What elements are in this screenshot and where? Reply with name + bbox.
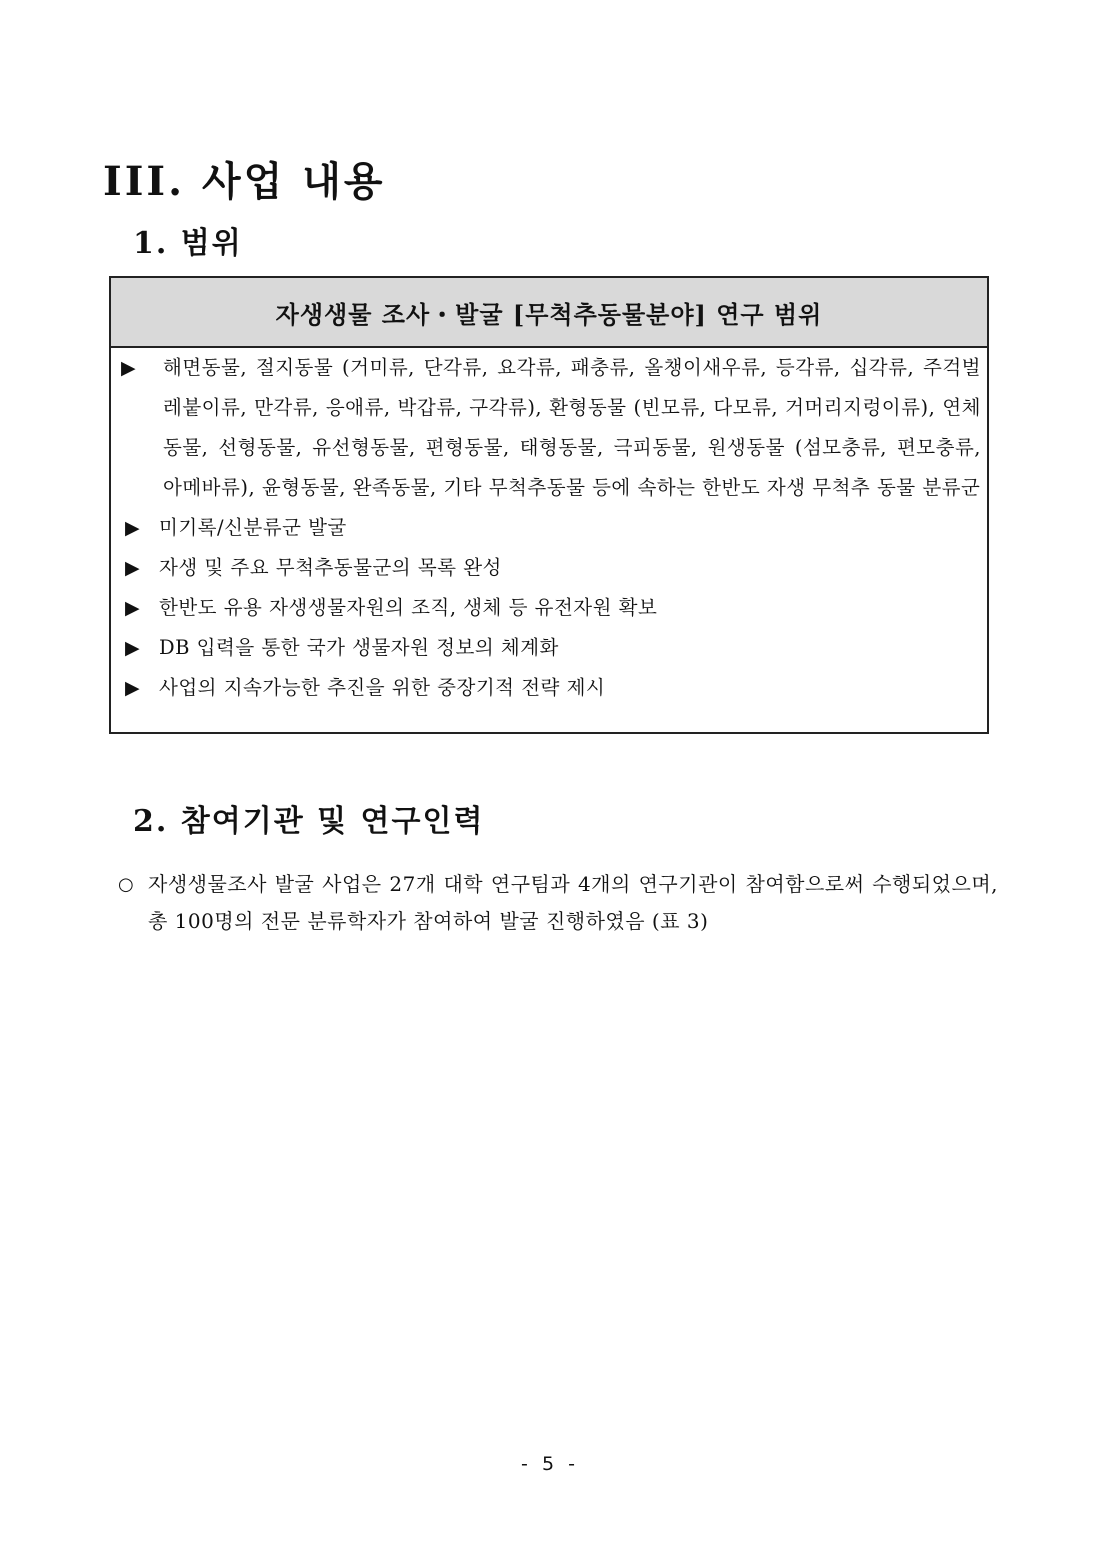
scope-item-text: 미기록/신분류군 발굴 [159, 516, 347, 539]
scope-item-text: 사업의 지속가능한 추진을 위한 중장기적 전략 제시 [159, 676, 606, 699]
scope-item-text: 자생 및 주요 무척추동물군의 목록 완성 [159, 556, 502, 579]
section-title: III. 사업 내용 [103, 158, 386, 205]
circle-bullet-icon: ○ [118, 874, 135, 895]
scope-box-title: 자생생물 조사・발굴 [무척추동물분야] 연구 범위 [111, 278, 987, 348]
triangle-bullet-icon: ▶ [121, 357, 137, 379]
participants-paragraph [118, 866, 998, 940]
scope-list [111, 348, 987, 708]
scope-item [111, 508, 987, 548]
scope-item [111, 548, 987, 588]
triangle-bullet-icon: ▶ [125, 517, 141, 539]
scope-item-text: 한반도 유용 자생생물자원의 조직, 생체 등 유전자원 확보 [159, 596, 658, 619]
triangle-bullet-icon: ▶ [125, 557, 141, 579]
scope-item [111, 628, 987, 668]
scope-item-text: DB 입력을 통한 국가 생물자원 정보의 체계화 [159, 636, 559, 659]
scope-item-text: 해면동물, 절지동물 (거미류, 단각류, 요각류, 패충류, 올챙이새우류, 등각류, 십각류, 주걱벌레붙이류, 만각류, 응애류, 박갑류, 구각류), 환형동물 (빈모류, 다모류, 거머리지렁이류), 연체동물, 선형동물, 유선형동물, 편형동물, 태형동물, 극피동물, 원생동물 (섬모충류, 편모충류, 아메바류), 윤형동물, 완족동물, 기타 무척추동물 등에 속하는 한반도 자생 무척추 동물 분류군 [163, 356, 981, 499]
scope-heading: 1. 범위 [133, 226, 243, 261]
scope-item [111, 668, 987, 708]
triangle-bullet-icon: ▶ [125, 597, 141, 619]
participants-text: 자생생물조사 발굴 사업은 27개 대학 연구팀과 4개의 연구기관이 참여함으로써 수행되었으며, 총 100명의 전문 분류학자가 참여하여 발굴 진행하였음 (표 3) [148, 872, 998, 933]
scope-item [111, 348, 987, 508]
scope-box [109, 276, 989, 734]
triangle-bullet-icon: ▶ [125, 637, 141, 659]
scope-item [111, 588, 987, 628]
triangle-bullet-icon: ▶ [125, 677, 141, 699]
participants-heading: 2. 참여기관 및 연구인력 [133, 804, 485, 839]
page-number: - 5 - [521, 1453, 579, 1475]
